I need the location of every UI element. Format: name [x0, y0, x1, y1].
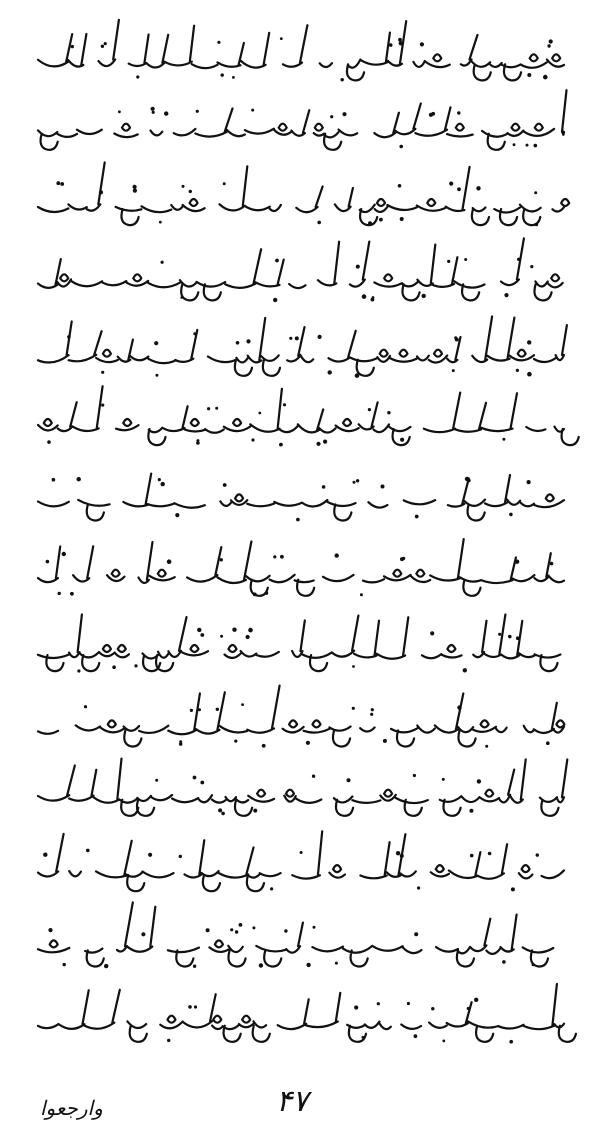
- diacritic-dot: [155, 779, 158, 782]
- diacritic-dot: [354, 1005, 358, 1009]
- diacritic-dot: [215, 407, 218, 410]
- diacritic-dot: [377, 1002, 380, 1005]
- diacritic-dot: [474, 998, 478, 1002]
- diacritic-dot: [158, 478, 161, 481]
- diacritic-dot: [46, 560, 50, 564]
- diacritic-dot: [262, 744, 266, 748]
- manuscript-line: [34, 828, 570, 898]
- handwriting-strokes: [34, 976, 570, 1046]
- diacritic-dot: [371, 708, 374, 711]
- diacritic-dot: [154, 341, 158, 345]
- diacritic-dot: [216, 708, 219, 711]
- diacritic-dot: [280, 37, 283, 40]
- diacritic-dot: [275, 259, 279, 263]
- manuscript-line: [34, 902, 570, 972]
- diacritic-dot: [379, 218, 383, 222]
- diacritic-dot: [232, 76, 235, 79]
- diacritic-dot: [101, 404, 104, 407]
- diacritic-dot: [532, 963, 535, 966]
- diacritic-dot: [273, 298, 277, 302]
- diacritic-dot: [159, 221, 162, 224]
- diacritic-dot: [398, 184, 402, 188]
- diacritic-dot: [112, 665, 116, 669]
- diacritic-dot: [182, 185, 185, 188]
- diacritic-dot: [180, 296, 183, 299]
- diacritic-dot: [330, 115, 333, 118]
- diacritic-dot: [402, 557, 405, 560]
- diacritic-dot: [550, 562, 554, 566]
- diacritic-dot: [370, 713, 373, 716]
- diacritic-dot: [179, 855, 182, 858]
- diacritic-dot: [151, 107, 155, 111]
- script-stroke: [38, 474, 564, 521]
- diacritic-dot: [387, 411, 390, 414]
- diacritic-dot: [396, 851, 400, 855]
- diacritic-dot: [347, 778, 351, 782]
- diacritic-dot: [465, 477, 469, 481]
- page-number: ۴۷: [276, 1084, 309, 1119]
- diacritic-dot: [470, 854, 474, 858]
- diacritic-dot: [414, 932, 418, 936]
- diacritic-dot: [200, 781, 204, 785]
- script-stroke: [38, 686, 564, 747]
- diacritic-dot: [509, 1040, 513, 1044]
- handwriting-strokes: [34, 680, 570, 750]
- handwriting-strokes: [34, 14, 570, 84]
- diacritic-dot: [543, 75, 548, 80]
- diacritic-dot: [283, 403, 286, 406]
- diacritic-dot: [527, 73, 531, 77]
- handwriting-strokes: [34, 88, 570, 158]
- diacritic-dot: [517, 258, 520, 261]
- manuscript-line: [34, 236, 570, 306]
- diacritic-dot: [398, 38, 402, 42]
- script-stroke: [38, 162, 569, 225]
- manuscript-line: [34, 458, 570, 528]
- diacritic-dot: [232, 628, 236, 632]
- diacritic-dot: [99, 190, 103, 194]
- diacritic-dot: [407, 1002, 410, 1005]
- handwriting-strokes: [34, 162, 570, 232]
- diacritic-dot: [196, 441, 200, 445]
- diacritic-dot: [355, 373, 360, 378]
- diacritic-dot: [362, 1036, 365, 1039]
- diacritic-dot: [417, 886, 420, 889]
- script-stroke: [38, 316, 567, 375]
- diacritic-dot: [235, 930, 238, 933]
- manuscript-line: [34, 310, 570, 380]
- diacritic-dot: [467, 1007, 470, 1010]
- diacritic-dot: [300, 851, 303, 854]
- diacritic-dot: [431, 1007, 434, 1010]
- diacritic-dot: [133, 185, 137, 189]
- diacritic-dot: [463, 668, 467, 672]
- script-stroke: [38, 90, 567, 150]
- diacritic-dot: [236, 341, 240, 345]
- manuscript-line: [34, 532, 570, 602]
- diacritic-dot: [155, 374, 158, 377]
- diacritic-dot: [252, 926, 255, 929]
- diacritic-dot: [464, 258, 467, 261]
- diacritic-dot: [353, 481, 356, 484]
- diacritic-dot: [306, 963, 310, 967]
- handwriting-strokes: [34, 828, 570, 898]
- diacritic-dot: [253, 809, 257, 813]
- diacritic-dot: [535, 223, 539, 227]
- diacritic-dot: [415, 515, 419, 519]
- diacritic-dot: [47, 440, 51, 444]
- diacritic-dot: [48, 928, 52, 932]
- diacritic-dot: [220, 635, 223, 638]
- diacritic-dot: [190, 709, 193, 712]
- diacritic-dot: [313, 926, 316, 929]
- diacritic-dot: [422, 294, 426, 298]
- diacritic-dot: [536, 853, 539, 856]
- handwriting-strokes: [34, 606, 570, 676]
- diacritic-dot: [86, 849, 90, 853]
- diacritic-dot: [513, 143, 516, 146]
- diacritic-dot: [420, 42, 424, 46]
- diacritic-dot: [56, 181, 60, 185]
- diacritic-dot: [101, 45, 104, 48]
- diacritic-dot: [58, 592, 61, 595]
- diacritic-dot: [167, 1039, 170, 1042]
- diacritic-dot: [280, 555, 284, 559]
- diacritic-dot: [265, 591, 269, 595]
- diacritic-dot: [476, 186, 480, 190]
- diacritic-dot: [134, 664, 137, 667]
- diacritic-dot: [316, 442, 320, 446]
- diacritic-dot: [175, 513, 179, 517]
- diacritic-dot: [253, 593, 257, 597]
- diacritic-dot: [241, 703, 244, 706]
- diacritic-dot: [372, 296, 375, 299]
- diacritic-dot: [516, 636, 520, 640]
- diacritic-dot: [527, 480, 531, 484]
- script-stroke: [38, 238, 563, 300]
- diacritic-dot: [356, 479, 359, 482]
- diacritic-dot: [341, 78, 344, 81]
- diacritic-dot: [70, 592, 74, 596]
- diacritic-dot: [221, 812, 225, 816]
- diacritic-dot: [389, 43, 393, 47]
- diacritic-dot: [101, 371, 104, 374]
- diacritic-dot: [509, 513, 513, 517]
- diacritic-dot: [279, 443, 283, 447]
- diacritic-dot: [508, 635, 512, 639]
- diacritic-dot: [200, 633, 204, 637]
- diacritic-dot: [485, 745, 488, 748]
- diacritic-dot: [207, 407, 210, 410]
- diacritic-dot: [342, 112, 346, 116]
- diacritic-dot: [77, 477, 81, 481]
- diacritic-dot: [328, 370, 332, 374]
- diacritic-dot: [549, 39, 553, 43]
- diacritic-dot: [477, 779, 481, 783]
- handwriting-strokes: [34, 754, 570, 824]
- diacritic-dot: [502, 438, 505, 441]
- diacritic-dot: [526, 144, 529, 147]
- script-stroke: [38, 984, 576, 1042]
- diacritic-dot: [502, 960, 506, 964]
- diacritic-dot: [400, 854, 404, 858]
- diacritic-dot: [223, 182, 226, 185]
- diacritic-dot: [504, 293, 508, 297]
- diacritic-dot: [368, 221, 372, 225]
- manuscript-line: [34, 976, 570, 1046]
- diacritic-dot: [546, 741, 550, 745]
- manuscript-line: [34, 14, 570, 84]
- diacritic-dot: [323, 440, 327, 444]
- diacritic-dot: [63, 963, 66, 966]
- diacritic-dot: [527, 372, 532, 377]
- diacritic-dot: [148, 853, 152, 857]
- diacritic-dot: [104, 42, 107, 45]
- diacritic-dot: [194, 1005, 197, 1008]
- diacritic-dot: [258, 412, 261, 415]
- diacritic-dot: [270, 887, 273, 890]
- handwriting-strokes: [34, 532, 570, 602]
- diacritic-dot: [457, 705, 461, 709]
- diacritic-dot: [221, 73, 224, 76]
- manuscript-line: [34, 384, 570, 454]
- diacritic-dot: [399, 41, 403, 45]
- diacritic-dot: [430, 631, 434, 635]
- diacritic-dot: [284, 929, 287, 932]
- diacritic-dot: [67, 335, 71, 339]
- diacritic-dot: [534, 191, 537, 194]
- diacritic-dot: [312, 775, 315, 778]
- diacritic-dot: [516, 369, 519, 372]
- handwriting-strokes: [34, 236, 570, 306]
- diacritic-dot: [71, 45, 74, 48]
- diacritic-dot: [161, 482, 165, 486]
- diacritic-dot: [295, 336, 299, 340]
- diacritic-dot: [179, 742, 182, 745]
- script-stroke: [38, 759, 567, 816]
- diacritic-dot: [360, 593, 363, 596]
- catchword: وارجعوا: [40, 1096, 103, 1120]
- diacritic-dot: [457, 187, 461, 191]
- diacritic-dot: [488, 852, 492, 856]
- diacritic-dot: [289, 337, 292, 340]
- diacritic-dot: [515, 560, 519, 564]
- diacritic-dot: [77, 669, 80, 672]
- diacritic-dot: [193, 965, 196, 968]
- diacritic-dot: [164, 111, 168, 115]
- manuscript-line: [34, 88, 570, 158]
- diacritic-dot: [62, 552, 66, 556]
- diacritic-dot: [259, 963, 263, 967]
- handwriting-strokes: [34, 458, 570, 528]
- diacritic-dot: [431, 112, 435, 116]
- script-stroke: [38, 831, 564, 891]
- diacritic-dot: [335, 553, 339, 557]
- diacritic-dot: [400, 217, 404, 221]
- diacritic-dot: [197, 628, 201, 632]
- diacritic-dot: [198, 708, 201, 711]
- diacritic-dot: [152, 111, 155, 114]
- manuscript-line: [34, 754, 570, 824]
- diacritic-dot: [60, 182, 64, 186]
- diacritic-dot: [84, 705, 87, 708]
- script-stroke: [38, 386, 579, 445]
- diacritic-dot: [167, 559, 172, 564]
- diacritic-dot: [196, 110, 199, 113]
- diacritic-dot: [498, 633, 501, 636]
- script-stroke: [38, 20, 564, 81]
- handwriting-strokes: [34, 384, 570, 454]
- diacritic-dot: [193, 332, 196, 335]
- diacritic-dot: [414, 1034, 418, 1038]
- diacritic-dot: [104, 964, 108, 968]
- diacritic-dot: [530, 265, 533, 268]
- diacritic-dot: [188, 1005, 192, 1009]
- diacritic-dot: [449, 182, 453, 186]
- diacritic-dot: [335, 962, 338, 965]
- diacritic-dot: [469, 809, 473, 813]
- diacritic-dot: [218, 808, 222, 812]
- diacritic-dot: [234, 740, 237, 743]
- diacritic-dot: [248, 628, 253, 633]
- diacritic-dot: [399, 145, 403, 149]
- diacritic-dot: [368, 408, 371, 411]
- diacritic-dot: [296, 518, 300, 522]
- diacritic-dot: [193, 776, 197, 780]
- diacritic-dot: [317, 221, 321, 225]
- handwriting-strokes: [34, 902, 570, 972]
- diacritic-dot: [217, 41, 220, 44]
- diacritic-dot: [400, 438, 404, 442]
- diacritic-dot: [141, 932, 145, 936]
- diacritic-dot: [206, 928, 210, 932]
- diacritic-dot: [511, 887, 515, 891]
- script-stroke: [38, 615, 560, 672]
- diacritic-dot: [251, 109, 254, 112]
- diacritic-dot: [381, 485, 385, 489]
- diacritic-dot: [273, 555, 276, 558]
- diacritic-dot: [362, 294, 367, 299]
- diacritic-dot: [230, 928, 233, 931]
- diacritic-dot: [547, 44, 550, 47]
- diacritic-dot: [251, 438, 254, 441]
- diacritic-dot: [220, 558, 223, 561]
- manuscript-line: [34, 162, 570, 232]
- diacritic-dot: [457, 111, 460, 114]
- diacritic-dot: [306, 741, 310, 745]
- diacritic-dot: [239, 923, 243, 927]
- diacritic-dot: [527, 340, 531, 344]
- diacritic-dot: [246, 635, 250, 639]
- diacritic-dot: [322, 485, 326, 489]
- diacritic-dot: [413, 774, 416, 777]
- handwriting-strokes: [34, 310, 570, 380]
- diacritic-dot: [118, 110, 121, 113]
- diacritic-dot: [447, 260, 450, 263]
- diacritic-dot: [352, 665, 355, 668]
- diacritic-dot: [534, 144, 538, 148]
- diacritic-dot: [356, 265, 360, 269]
- diacritic-dot: [52, 478, 56, 482]
- diacritic-dot: [318, 335, 322, 339]
- diacritic-dot: [133, 189, 137, 193]
- script-stroke: [38, 902, 553, 966]
- diacritic-dot: [136, 75, 139, 78]
- manuscript-line: [34, 606, 570, 676]
- diacritic-dot: [454, 336, 457, 339]
- diacritic-dot: [452, 369, 455, 372]
- manuscript-line: [34, 680, 570, 750]
- diacritic-dot: [223, 483, 227, 487]
- script-stroke: [38, 539, 564, 596]
- diacritic-dot: [383, 739, 387, 743]
- diacritic-dot: [442, 778, 445, 781]
- diacritic-dot: [161, 261, 164, 264]
- diacritic-dot: [189, 190, 192, 193]
- diacritic-dot: [246, 339, 250, 343]
- diacritic-dot: [352, 707, 355, 710]
- diacritic-dot: [442, 1040, 445, 1043]
- diacritic-dot: [43, 853, 47, 857]
